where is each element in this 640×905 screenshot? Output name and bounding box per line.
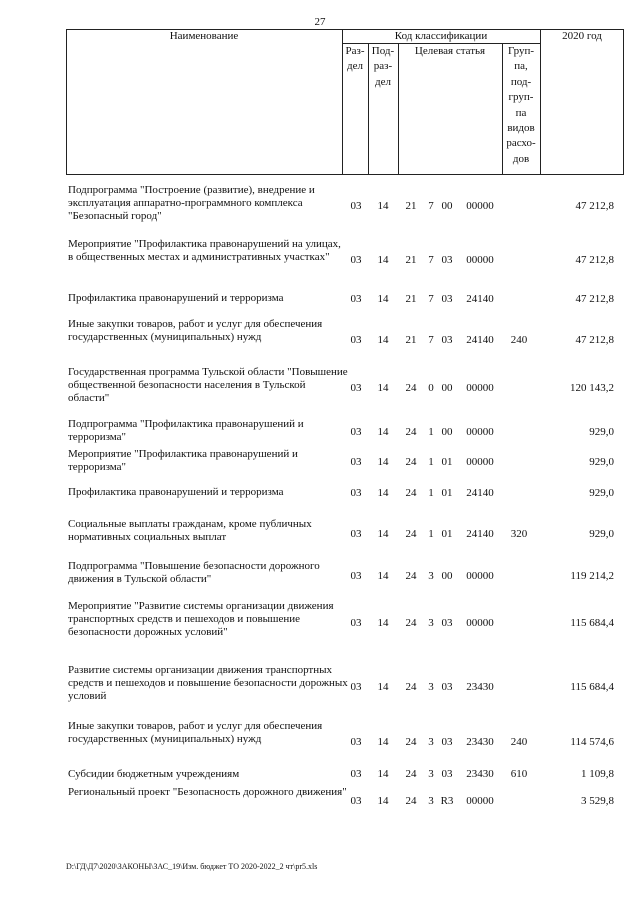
header-expense-type: Груп- па, под- груп- па видов расхо- дов [506,45,536,165]
cell-cs4: 00000 [466,254,494,266]
row-name: Социальные выплаты гражданам, кроме публичных нормативных социальных выплат [68,518,312,544]
cell-cs3: R3 [440,795,454,807]
row-name: Профилактика правонарушений и терроризма [68,486,284,498]
cell-cs4: 23430 [466,681,494,693]
table-row [0,448,640,478]
table-row [0,664,640,712]
header-name: Наименование [169,30,239,42]
cell-sum: 47 212,8 [575,254,614,266]
cell-cs3: 01 [441,456,453,468]
cell-podrazdel: 14 [377,617,389,629]
cell-cs4: 00000 [466,426,494,438]
cell-podrazdel: 14 [377,426,389,438]
cell-razdel: 03 [350,736,362,748]
cell-cs2: 1 [428,528,434,540]
cell-cs1: 24 [405,456,417,468]
cell-cs2: 1 [428,426,434,438]
cell-cs1: 21 [405,254,417,266]
cell-cs1: 24 [405,617,417,629]
table-row [0,292,640,308]
cell-cs3: 00 [441,382,453,394]
cell-cs4: 00000 [466,617,494,629]
cell-razdel: 03 [350,456,362,468]
cell-cs2: 7 [428,254,434,266]
cell-cs4: 00000 [466,200,494,212]
cell-cs1: 24 [405,528,417,540]
header-code-group: Код классификации [394,30,488,42]
cell-cs1: 24 [405,426,417,438]
table-row [0,366,640,412]
cell-cs2: 7 [428,334,434,346]
cell-cs2: 3 [428,736,434,748]
cell-vid: 240 [510,334,528,346]
file-path-footer: D:\ГД\Д7\2020\ЗАКОНЫ\ЗАС_19\Изм. бюджет ТО 2020-2022_2 чт\pr5.xls [66,862,318,871]
cell-cs2: 7 [428,293,434,305]
row-name: Мероприятие "Профилактика правонарушений на улицах, в общественных местах и административных участках" [68,238,341,264]
cell-cs4: 00000 [466,570,494,582]
cell-sum: 929,0 [589,487,614,499]
table-row [0,768,640,782]
cell-sum: 115 684,4 [570,617,614,629]
cell-podrazdel: 14 [377,487,389,499]
row-name: Иные закупки товаров, работ и услуг для обеспечения государственных (муниципальных) нужд [68,318,323,344]
table-row [0,518,640,552]
cell-podrazdel: 14 [377,254,389,266]
cell-cs1: 21 [405,200,417,212]
cell-podrazdel: 14 [377,570,389,582]
cell-vid: 240 [510,736,528,748]
cell-razdel: 03 [350,681,362,693]
row-name: Профилактика правонарушений и терроризма [68,292,284,304]
cell-sum: 929,0 [589,426,614,438]
row-name: Подпрограмма "Профилактика правонарушений и терроризма" [68,418,304,444]
cell-cs4: 23430 [466,736,494,748]
cell-cs3: 01 [441,528,453,540]
cell-sum: 3 529,8 [581,795,614,807]
cell-cs2: 1 [428,456,434,468]
cell-cs3: 03 [441,254,453,266]
cell-cs1: 24 [405,795,417,807]
cell-cs2: 1 [428,487,434,499]
cell-cs2: 3 [428,570,434,582]
cell-podrazdel: 14 [377,768,389,780]
page-number: 27 [314,16,326,28]
cell-cs3: 03 [441,681,453,693]
cell-podrazdel: 14 [377,456,389,468]
cell-cs1: 24 [405,681,417,693]
cell-razdel: 03 [350,795,362,807]
cell-sum: 119 214,2 [570,570,614,582]
cell-sum: 114 574,6 [570,736,614,748]
cell-cs1: 24 [405,487,417,499]
cell-razdel: 03 [350,293,362,305]
cell-cs3: 00 [441,570,453,582]
cell-cs2: 3 [428,768,434,780]
cell-cs3: 03 [441,736,453,748]
cell-cs4: 24140 [466,528,494,540]
cell-cs1: 24 [405,570,417,582]
cell-cs4: 24140 [466,334,494,346]
cell-cs4: 00000 [466,795,494,807]
cell-cs3: 00 [441,200,453,212]
cell-podrazdel: 14 [377,293,389,305]
cell-sum: 1 109,8 [581,768,614,780]
cell-cs1: 24 [405,736,417,748]
cell-cs1: 21 [405,334,417,346]
table-row [0,600,640,648]
table-row [0,486,640,502]
row-name: Подпрограмма "Повышение безопасности дорожного движения в Тульской области" [68,560,320,586]
cell-sum: 47 212,8 [575,293,614,305]
cell-razdel: 03 [350,382,362,394]
cell-sum: 120 143,2 [570,382,614,394]
row-name: Развитие системы организации движения транспортных средств и пешеходов и повышение безопасности дорожных условий [68,664,348,703]
header-podrazdel: Под- раз- дел [371,45,395,88]
table-row [0,318,640,364]
table-row [0,238,640,284]
row-name: Иные закупки товаров, работ и услуг для обеспечения государственных (муниципальных) нужд [68,720,323,746]
cell-cs3: 03 [441,617,453,629]
table-header [66,29,624,174]
table-row [0,560,640,594]
cell-cs2: 3 [428,681,434,693]
cell-razdel: 03 [350,487,362,499]
cell-cs1: 24 [405,382,417,394]
cell-cs4: 24140 [466,487,494,499]
cell-podrazdel: 14 [377,681,389,693]
cell-cs4: 24140 [466,293,494,305]
table-row [0,786,640,818]
cell-razdel: 03 [350,528,362,540]
cell-razdel: 03 [350,426,362,438]
cell-vid: 610 [510,768,528,780]
table-row [0,418,640,448]
header-year: 2020 год [562,30,602,42]
cell-cs3: 03 [441,334,453,346]
cell-sum: 115 684,4 [570,681,614,693]
row-name: Субсидии бюджетным учреждениям [68,768,240,780]
cell-sum: 47 212,8 [575,334,614,346]
cell-podrazdel: 14 [377,382,389,394]
cell-razdel: 03 [350,617,362,629]
cell-razdel: 03 [350,200,362,212]
table-row [0,184,640,230]
row-name: Подпрограмма "Построение (развитие), внедрение и эксплуатация аппаратно-программного комплекса "Безопасный город" [68,184,315,223]
cell-cs1: 21 [405,293,417,305]
cell-cs2: 0 [428,382,434,394]
cell-cs4: 00000 [466,456,494,468]
cell-razdel: 03 [350,254,362,266]
cell-cs3: 00 [441,426,453,438]
cell-cs2: 7 [428,200,434,212]
cell-podrazdel: 14 [377,334,389,346]
cell-sum: 929,0 [589,456,614,468]
cell-podrazdel: 14 [377,200,389,212]
header-target-article: Целевая статья [414,45,486,57]
table-row [0,720,640,766]
cell-podrazdel: 14 [377,528,389,540]
cell-cs3: 01 [441,487,453,499]
cell-vid: 320 [510,528,528,540]
cell-podrazdel: 14 [377,795,389,807]
cell-cs3: 03 [441,768,453,780]
cell-razdel: 03 [350,334,362,346]
row-name: Региональный проект "Безопасность дорожного движения" [68,786,347,798]
cell-sum: 929,0 [589,528,614,540]
cell-sum: 47 212,8 [575,200,614,212]
cell-razdel: 03 [350,768,362,780]
cell-podrazdel: 14 [377,736,389,748]
cell-razdel: 03 [350,570,362,582]
cell-cs3: 03 [441,293,453,305]
row-name: Мероприятие "Развитие системы организации движения транспортных средств и пешеходов и повышение безопасности дорожных условий" [68,600,334,639]
cell-cs4: 00000 [466,382,494,394]
cell-cs1: 24 [405,768,417,780]
row-name: Мероприятие "Профилактика правонарушений и терроризма" [68,448,298,474]
cell-cs2: 3 [428,795,434,807]
cell-cs4: 23430 [466,768,494,780]
row-name: Государственная программа Тульской области "Повышение общественной безопасности населения в Тульской области" [68,366,348,405]
cell-cs2: 3 [428,617,434,629]
header-razdel: Раз- дел [345,45,365,73]
